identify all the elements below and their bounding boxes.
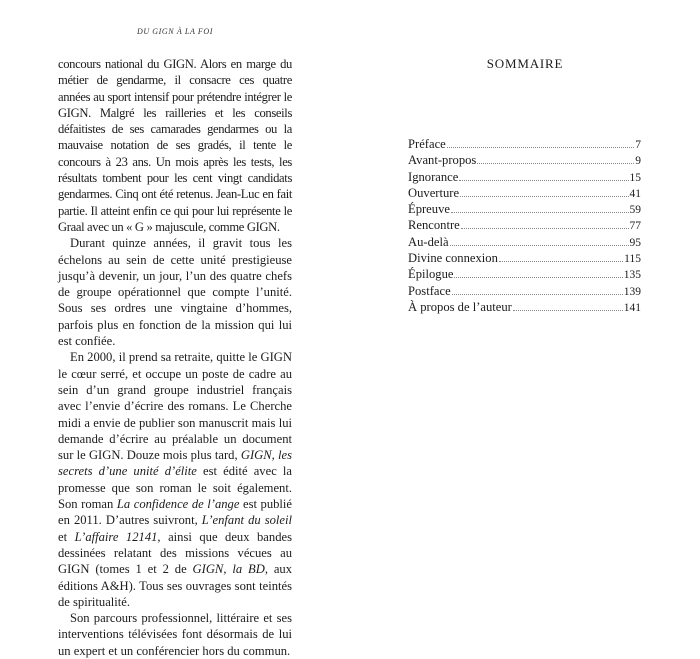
toc-entry-page: 135	[623, 269, 641, 282]
dot-leader	[499, 261, 623, 262]
body-text	[58, 56, 292, 659]
paragraph-text: Durant quinze années, il gravit tous les échelons au sein de cette unité prestigieuse jusqu’à devenir, un jour, l’un des quatre chefs de groupe opérationnel que compte l’unité. Sous ses ordres une vingtaine d’hommes, parfois plus en fonction de la mission qui lui est confiée.	[58, 236, 292, 349]
book-title-gign-secrets: GIGN, les secrets d’une unité d’élite	[58, 448, 292, 479]
dot-leader	[454, 277, 622, 278]
paragraph	[58, 349, 292, 610]
toc-entry-label: Rencontre	[408, 218, 460, 233]
paragraph	[58, 56, 292, 235]
toc-entry-label: Ouverture	[408, 185, 460, 200]
dot-leader	[513, 310, 623, 311]
book-title-enfant-soleil: L’enfant du soleil	[201, 513, 293, 528]
toc-entry-label: Au-delà	[408, 234, 449, 249]
toc-entry-page: 9	[635, 155, 641, 168]
book-title-confidence-ange: La confidence de l’ange	[116, 497, 240, 512]
paragraph-text: En 2000, il prend sa retraite, quitte le GIGN le cœur serré, et occupe un poste de cadre au sein d’un grand groupe industriel français avec l’envie d’écrire des romans. Le Cherche midi a envie de publier son manuscrit mais lui demande d’écrire au préalable un document sur le GIGN. Douze mois plus tard,	[58, 350, 292, 463]
toc-entry-page: 7	[635, 139, 641, 151]
toc-entry-page: 115	[624, 253, 641, 266]
dot-leader	[460, 196, 628, 197]
book-title-gign-bd: GIGN, la BD	[192, 562, 265, 577]
paragraph-text: , ainsi que deux bandes dessinées relatant des missions vécues au GIGN (tomes 1 et 2 de	[58, 529, 292, 577]
running-head: DU GIGN À LA FOI	[136, 27, 214, 36]
right-page	[350, 0, 700, 538]
toc-entry-page: 77	[629, 220, 641, 233]
toc-entry-label: Ignorance	[408, 169, 459, 184]
toc-entry[interactable]	[408, 250, 641, 266]
toc-entry[interactable]	[408, 217, 641, 233]
toc-entry[interactable]	[408, 299, 641, 315]
toc-entry-label: À propos de l’auteur	[408, 299, 512, 314]
toc-title: SOMMAIRE	[486, 56, 564, 71]
toc-entry[interactable]	[408, 152, 641, 168]
toc-entry[interactable]	[408, 201, 641, 217]
paragraph-text: et	[58, 529, 75, 544]
paragraph-text: Son parcours professionnel, littéraire et ses interventions télévisées font désormais de lui un expert et un conférencier hors du commun.	[58, 611, 292, 658]
toc-entry-label: Épreuve	[408, 202, 450, 217]
toc-entry-label: Préface	[408, 137, 446, 151]
toc-entry-page: 41	[629, 187, 641, 200]
toc-entry[interactable]	[408, 136, 641, 152]
toc-entry-label: Épilogue	[408, 267, 454, 282]
dot-leader	[461, 228, 629, 229]
toc-entry-page: 141	[623, 301, 641, 314]
table-of-contents	[408, 136, 641, 315]
paragraph-text: est édité avec la promesse que son roman le soit également. Son roman	[58, 464, 292, 512]
toc-entry-page: 139	[623, 285, 641, 298]
paragraph-text: , aux éditions A&H). Tous ses ouvrages sont teintés de spiritualité.	[58, 562, 293, 609]
paragraph	[58, 610, 292, 659]
toc-entry[interactable]	[408, 185, 641, 201]
toc-entry-label: Avant-propos	[408, 153, 477, 168]
left-page	[0, 0, 350, 658]
book-title-affaire-12141: L’affaire 12141	[74, 529, 158, 544]
dot-leader	[451, 212, 629, 213]
dot-leader	[459, 180, 628, 181]
paragraph-text: concours national du GIGN. Alors en marge du métier de gendarme, il consacre ces quatre années au sport intensif pour prétendre intégrer le GIGN. Malgré les railleries et les conseils défaitistes de ses camarades gendarmes ou la mauvaise notation de ses gradés, il tente le concours à 23 ans. Un mois après les tests, les résultats tombent pour les cent vingt candidats gendarmes. Cinq ont été retenus. Jean-Luc en fait partie. Il atteint enfin ce qui pour lui représente le Graal avec un « G » majuscule, comme GIGN.	[58, 57, 292, 234]
paragraph	[58, 235, 292, 349]
toc-entry[interactable]	[408, 283, 641, 299]
dot-leader	[447, 147, 634, 148]
toc-entry[interactable]	[408, 234, 641, 250]
dot-leader	[452, 294, 623, 295]
toc-entry-label: Divine connexion	[408, 251, 498, 266]
toc-entry-label: Postface	[408, 283, 451, 298]
toc-entry-page: 95	[629, 236, 641, 249]
dot-leader	[450, 245, 629, 246]
toc-entry-page: 59	[629, 204, 641, 217]
toc-entry-page: 15	[629, 171, 641, 184]
toc-entry[interactable]	[408, 169, 641, 185]
paragraph-text: est publié en 2011. D’autres suivront,	[58, 497, 293, 528]
dot-leader	[477, 163, 634, 164]
toc-entry[interactable]	[408, 266, 641, 282]
